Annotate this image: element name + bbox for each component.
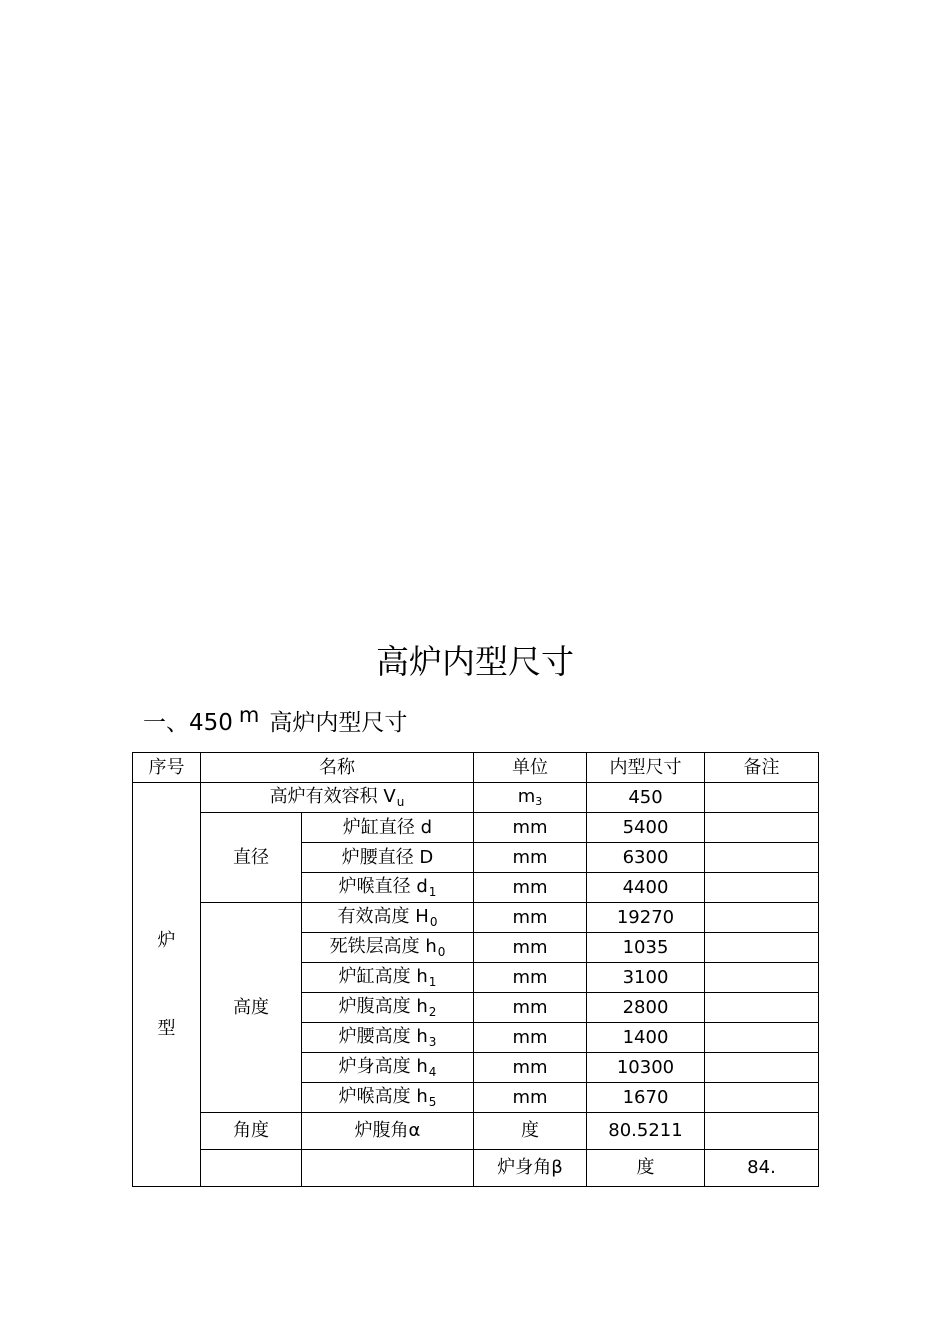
note-cell xyxy=(705,1113,819,1150)
unit-cell: mm xyxy=(474,1023,587,1053)
table-row xyxy=(133,813,819,843)
name-cell: 炉喉高度 $h_5$ xyxy=(302,1083,474,1113)
header-size: 内型尺寸 xyxy=(587,753,705,783)
name-cell: 炉缸直径 d xyxy=(302,813,474,843)
value-cell: 1035 xyxy=(587,933,705,963)
header-seq: 序号 xyxy=(133,753,201,783)
name-cell: 有效高度 $H_0$ xyxy=(302,903,474,933)
note-cell xyxy=(705,843,819,873)
name-cell: 高炉有效容积 $V_u$ xyxy=(201,783,474,813)
value-cell: 6300 xyxy=(587,843,705,873)
note-cell xyxy=(705,933,819,963)
value-cell: 84. xyxy=(705,1150,819,1187)
table-row xyxy=(133,903,819,933)
unit-cell: mm xyxy=(474,993,587,1023)
table-row xyxy=(133,1150,819,1187)
unit-cell: 度 xyxy=(587,1150,705,1187)
value-cell: 2800 xyxy=(587,993,705,1023)
note-cell xyxy=(705,783,819,813)
section-text: 高炉内型尺寸 xyxy=(269,710,408,736)
note-cell xyxy=(705,903,819,933)
name-cell: 炉腹高度 $h_2$ xyxy=(302,993,474,1023)
name-cell: 炉腰直径 D xyxy=(302,843,474,873)
value-cell: 5400 xyxy=(587,813,705,843)
name-cell: 炉身高度 $h_4$ xyxy=(302,1053,474,1083)
note-cell xyxy=(705,1053,819,1083)
group-label-furnace-type xyxy=(133,783,201,1187)
note-cell xyxy=(705,993,819,1023)
table-row xyxy=(133,1113,819,1150)
name-cell: 死铁层高度 $h_0$ xyxy=(302,933,474,963)
name-cell: 炉身角β xyxy=(474,1150,587,1187)
value-cell: 3100 xyxy=(587,963,705,993)
unit-cell: mm xyxy=(474,933,587,963)
value-cell: 19270 xyxy=(587,903,705,933)
subgroup-height: 高度 xyxy=(201,903,302,1113)
unit-cell: mm xyxy=(474,813,587,843)
value-cell: 450 xyxy=(587,783,705,813)
subgroup-cell xyxy=(302,1150,474,1187)
unit-cell: mm xyxy=(474,843,587,873)
unit-cell: $m^3$ xyxy=(474,783,587,813)
name-cell: 炉腹角α xyxy=(302,1113,474,1150)
subgroup-angle: 角度 xyxy=(201,1113,302,1150)
unit-cell: 度 xyxy=(474,1113,587,1150)
page-title: 高炉内型尺寸 xyxy=(376,642,574,681)
note-cell xyxy=(705,1083,819,1113)
header-note: 备注 xyxy=(705,753,819,783)
header-name: 名称 xyxy=(201,753,474,783)
section-unit: m xyxy=(238,703,260,727)
table-header-row xyxy=(133,753,819,783)
value-cell: 1400 xyxy=(587,1023,705,1053)
note-cell xyxy=(705,873,819,903)
group-char-1: 炉 xyxy=(157,929,176,951)
name-cell: 炉喉直径 $d_1$ xyxy=(302,873,474,903)
group-char-2: 型 xyxy=(157,1017,176,1039)
table-row xyxy=(133,783,819,813)
header-unit: 单位 xyxy=(474,753,587,783)
name-cell: 炉缸高度 $h_1$ xyxy=(302,963,474,993)
seq-cell xyxy=(201,1150,302,1187)
section-heading xyxy=(143,705,407,741)
value-cell: 10300 xyxy=(587,1053,705,1083)
value-cell: 80.5211 xyxy=(587,1113,705,1150)
unit-cell: mm xyxy=(474,903,587,933)
section-prefix: 一、450 xyxy=(143,710,233,736)
name-cell: 炉腰高度 $h_3$ xyxy=(302,1023,474,1053)
unit-cell: mm xyxy=(474,873,587,903)
note-cell xyxy=(705,1023,819,1053)
subgroup-diameter: 直径 xyxy=(201,813,302,903)
furnace-dimensions-table xyxy=(132,752,819,1187)
value-cell: 1670 xyxy=(587,1083,705,1113)
value-cell: 4400 xyxy=(587,873,705,903)
unit-cell: mm xyxy=(474,963,587,993)
unit-cell: mm xyxy=(474,1053,587,1083)
unit-cell: mm xyxy=(474,1083,587,1113)
note-cell xyxy=(705,813,819,843)
note-cell xyxy=(705,963,819,993)
